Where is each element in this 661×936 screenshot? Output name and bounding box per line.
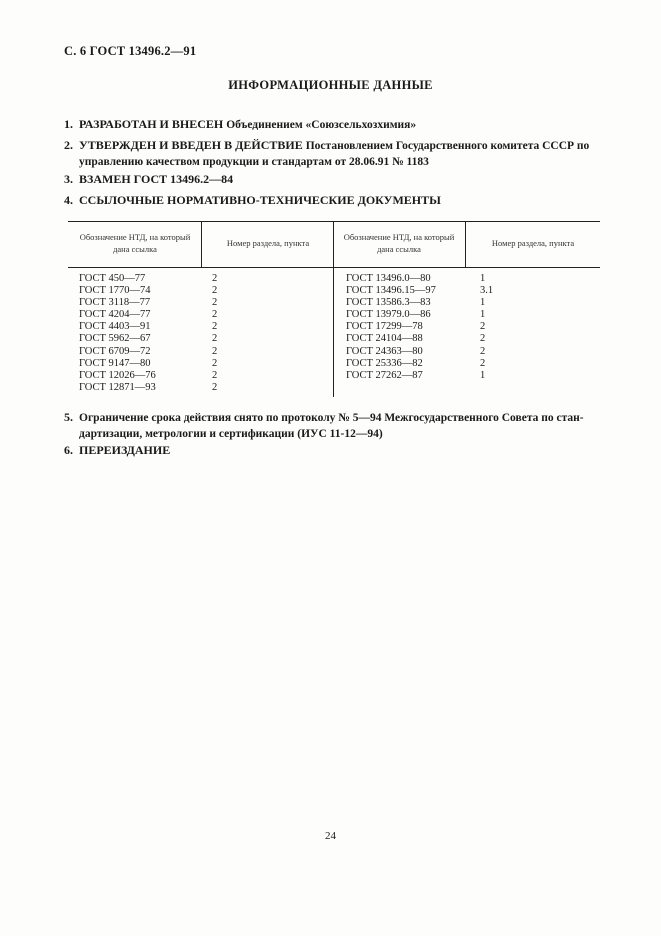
left-documents-column [79,273,156,394]
table-cell-section: 1 [480,297,486,309]
table-cell-document: ГОСТ 24363—80 [346,345,423,357]
table-cell-document: ГОСТ 25336—82 [346,357,423,369]
table-cell-section: 2 [480,357,486,369]
table-cell-section: 2 [480,333,486,345]
table-cell-document: ГОСТ 13586.3—83 [346,297,431,309]
table-cell-document: ГОСТ 450—77 [79,273,146,284]
table-cell-section: 2 [480,321,486,333]
table-cell-section: 2 [212,309,218,321]
table-cell-section: 1 [480,309,486,321]
reference-documents-table [68,221,600,397]
table-top-rule [68,221,600,222]
table-cell-section: 1 [480,369,486,381]
table-cell-document: ГОСТ 6709—72 [79,345,151,357]
item-text: Объединением «Союзсельхозхимия» [226,119,417,131]
right-documents-column [346,273,436,382]
table-cell-document: ГОСТ 24104—88 [346,333,423,345]
table-cell-section: 2 [212,321,218,333]
table-cell-document: ГОСТ 12871—93 [79,381,156,393]
item-number: 3. [64,172,73,186]
item-lead: РАЗРАБОТАН И ВНЕСЕН [79,117,224,131]
item-number: 6. [64,443,73,457]
table-header-rule [68,267,600,268]
item-text-continued: дартизации, метрологии и сертификации (ИУС 11-12—94) [79,428,383,440]
table-cell-document: ГОСТ 3118—77 [79,297,151,309]
info-item-4 [64,193,604,208]
table-cell-section: 2 [212,369,218,381]
table-cell-document: ГОСТ 12026—76 [79,369,156,381]
info-item-1 [64,117,604,133]
item-text: Постановлением Государственного комитета СССР по [305,140,590,152]
info-item-6 [64,443,604,458]
item-number: 2. [64,138,73,152]
info-item-5 [64,410,604,442]
item-lead: ССЫЛОЧНЫЕ НОРМАТИВНО-ТЕХНИЧЕСКИЕ ДОКУМЕНТЫ [79,193,441,207]
table-cell-document: ГОСТ 4204—77 [79,309,151,321]
page-title: ИНФОРМАЦИОННЫЕ ДАННЫЕ [228,78,433,92]
table-cell-section: 1 [480,273,486,284]
item-lead: ПЕРЕИЗДАНИЕ [79,443,171,457]
info-item-2 [64,138,604,170]
table-cell-section: 2 [212,357,218,369]
left-sections-column [212,273,217,394]
table-cell-document: ГОСТ 17299—78 [346,321,423,333]
table-cell-section: 2 [212,273,218,284]
table-center-divider [333,221,334,397]
table-cell-document: ГОСТ 4403—91 [79,321,151,333]
item-text: Ограничение срока действия снято по протоколу № 5—94 Межгосударственного Совета по стан- [79,412,584,424]
table-cell-document: ГОСТ 5962—67 [79,333,151,345]
table-header-cell: Номер раздела, пункта [491,238,575,248]
item-lead: ВЗАМЕН ГОСТ 13496.2—84 [79,172,234,186]
page-header: С. 6 ГОСТ 13496.2—91 [64,44,197,58]
table-cell-document: ГОСТ 13496.15—97 [346,285,436,297]
table-header-cell: Обозначение НТД, на который дана ссылка [343,232,455,254]
table-cell-section: 2 [212,285,218,297]
table-cell-document: ГОСТ 13496.0—80 [346,273,431,284]
table-cell-section: 3.1 [480,285,494,297]
table-cell-document: ГОСТ 13979.0—86 [346,309,431,321]
info-item-3 [64,172,604,187]
table-cell-document: ГОСТ 1770—74 [79,285,151,297]
page-number: 24 [325,830,336,842]
item-text-continued: управлению качеством продукции и стандартам от 28.06.91 № 1183 [79,156,429,168]
item-number: 4. [64,193,73,207]
item-number: 5. [64,410,73,424]
right-sections-column [480,273,493,382]
table-cell-document: ГОСТ 9147—80 [79,357,151,369]
table-cell-section: 2 [212,381,218,393]
table-cell-section: 2 [212,333,218,345]
table-cell-section: 2 [212,345,218,357]
table-cell-section: 2 [212,297,218,309]
table-header-cell: Номер раздела, пункта [226,238,310,248]
item-number: 1. [64,117,73,131]
table-header-cell: Обозначение НТД, на который дана ссылка [79,232,191,254]
table-cell-document: ГОСТ 27262—87 [346,369,423,381]
table-column-divider [201,221,202,267]
table-cell-section: 2 [480,345,486,357]
item-lead: УТВЕРЖДЕН И ВВЕДЕН В ДЕЙСТВИЕ [79,138,303,152]
table-column-divider [465,221,466,267]
